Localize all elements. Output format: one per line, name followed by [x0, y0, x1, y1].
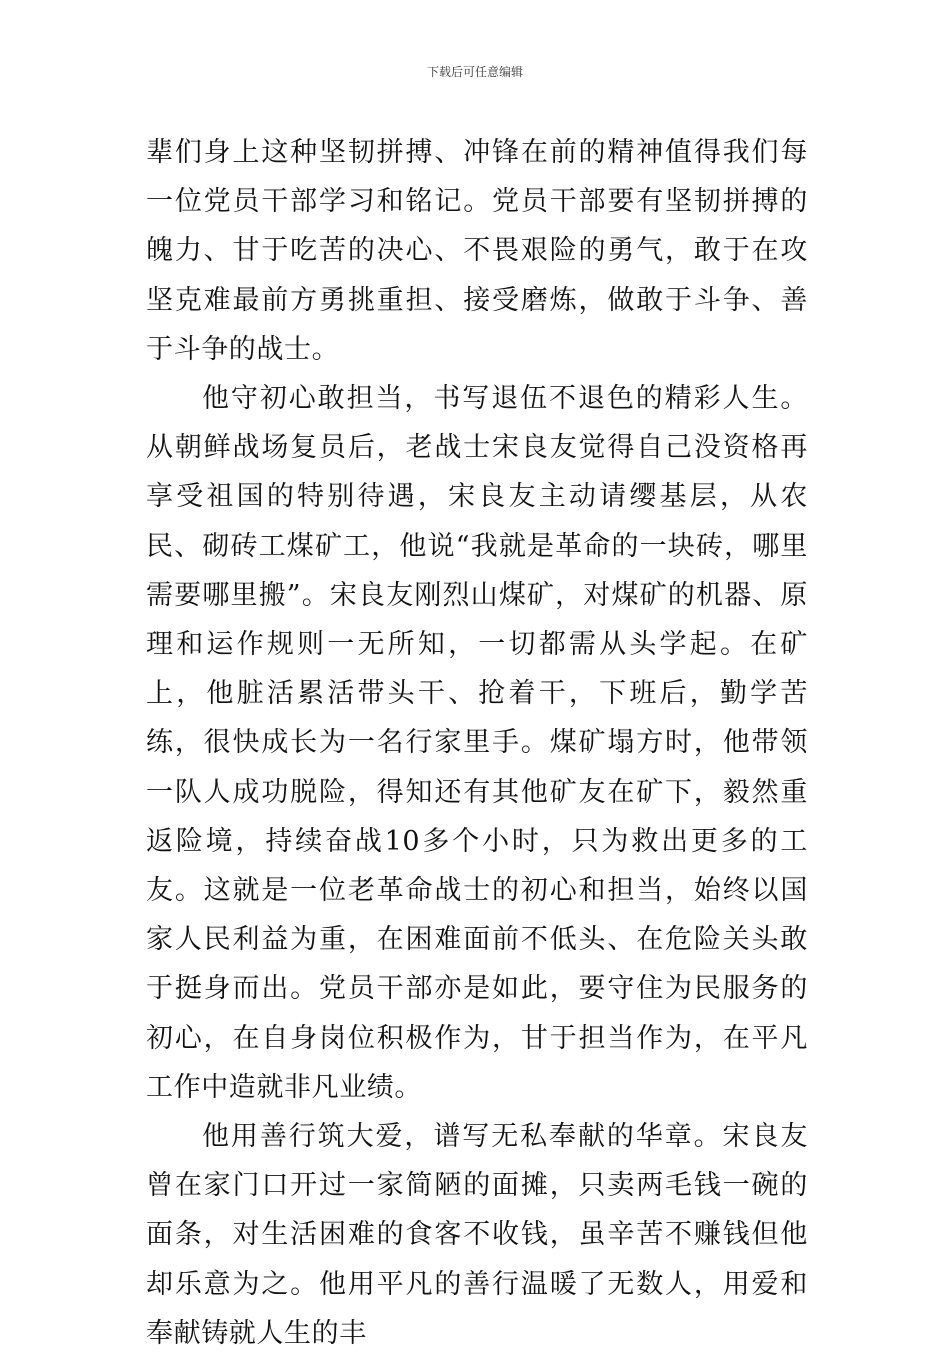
document-body	[146, 128, 808, 1358]
page-header: 下载后可任意编辑	[426, 65, 523, 79]
paragraph-3: 他用善行筑大爱，谱写无私奉献的华章。宋良友曾在家门口开过一家简陋的面摊，只卖两毛钱一碗的面条，对生活困难的食客不收钱，虽辛苦不赚钱但他却乐意为之。他用平凡的善行温暖了无数人，用爱和奉献铸就人生的丰	[146, 1121, 808, 1349]
paragraph-2: 他守初心敢担当，书写退伍不退色的精彩人生。从朝鲜战场复员后，老战士宋良友觉得自己没资格再享受祖国的特别待遇，宋良友主动请缨基层，从农民、砌砖工煤矿工，他说“我就是革命的一块砖，哪里需要哪里搬”。宋良友刚烈山煤矿，对煤矿的机器、原理和运作规则一无所知，一切都需从头学起。在矿上，他脏活累活带头干、抢着干，下班后，勤学苦练，很快成长为一名行家里手。煤矿塌方时，他带领一队人成功脱险，得知还有其他矿友在矿下，毅然重返险境，持续奋战10多个小时，只为救出更多的工友。这就是一位老革命战士的初心和担当，始终以国家人民利益为重，在困难面前不低头、在危险关头敢于挺身而出。党员干部亦是如此，要守住为民服务的初心，在自身岗位积极作为，甘于担当作为，在平凡工作中造就非凡业绩。	[146, 383, 808, 1103]
paragraph-1: 辈们身上这种坚韧拼搏、冲锋在前的精神值得我们每一位党员干部学习和铭记。党员干部要有坚韧拼搏的魄力、甘于吃苦的决心、不畏艰险的勇气，敢于在攻坚克难最前方勇挑重担、接受磨炼，做敢于斗争、善于斗争的战士。	[146, 137, 808, 365]
